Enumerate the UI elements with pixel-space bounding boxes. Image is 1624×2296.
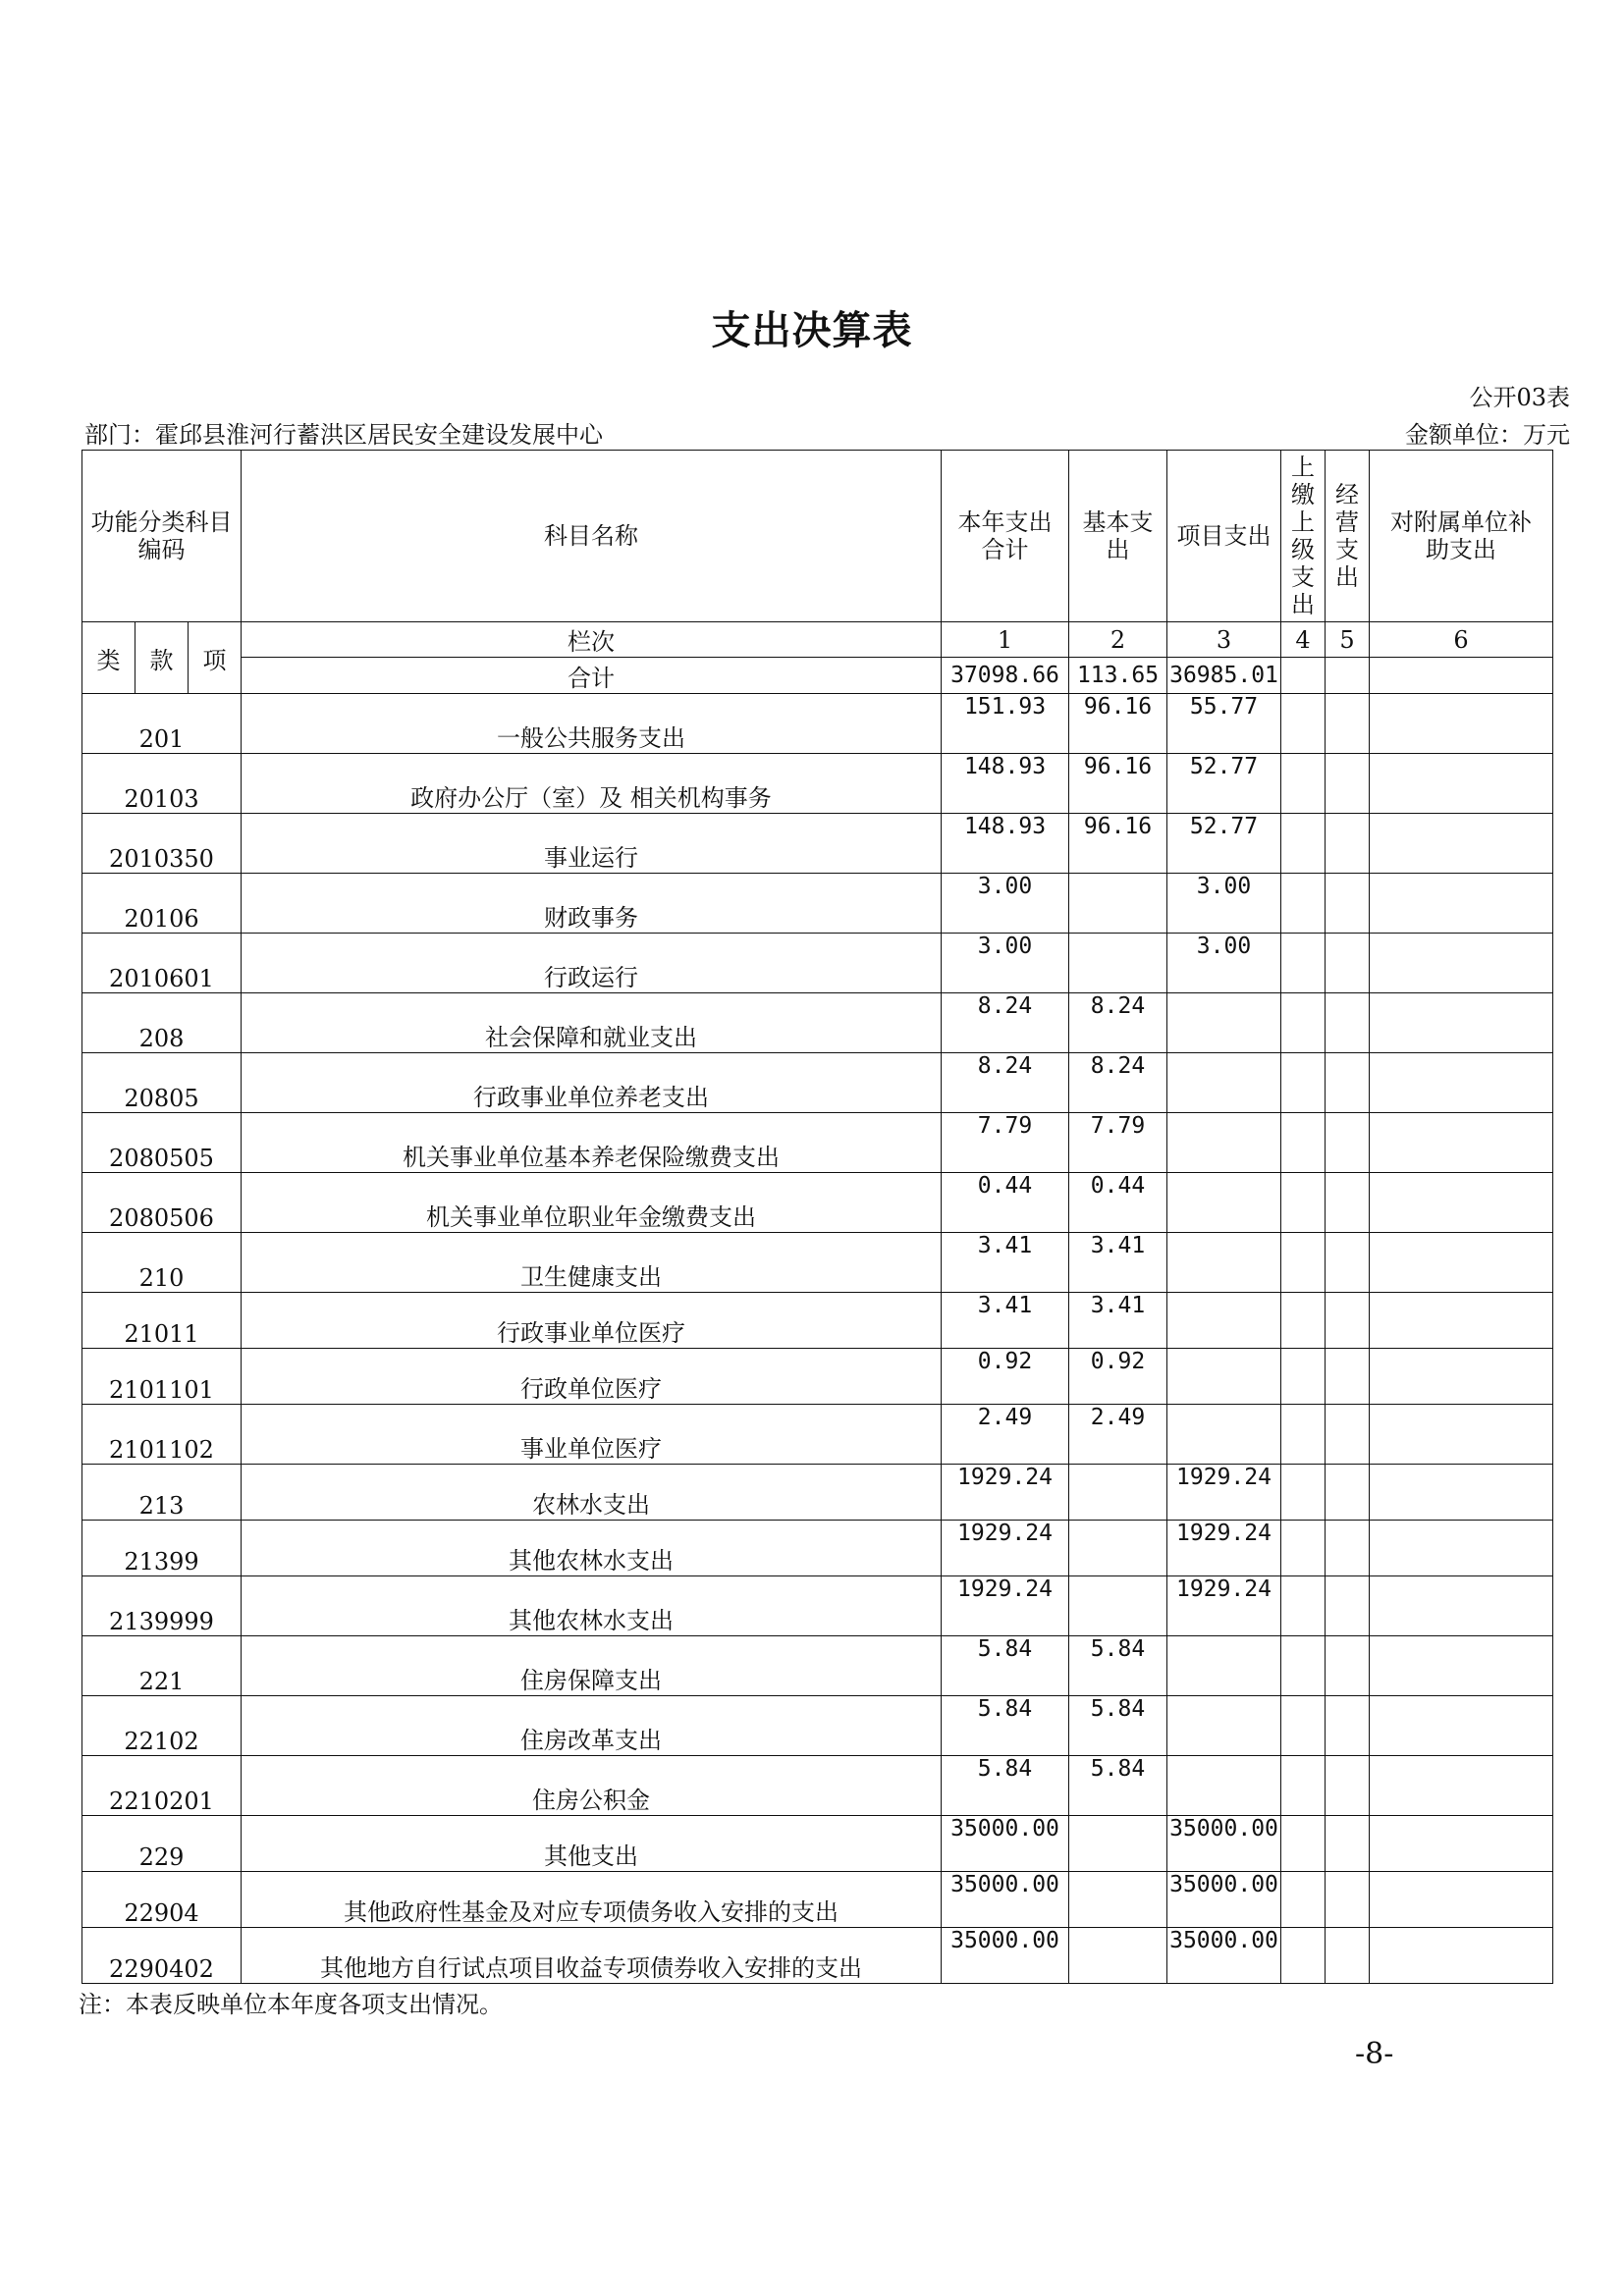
row-basic: 5.84	[1069, 1696, 1167, 1756]
row-subsidy	[1370, 1233, 1553, 1293]
row-subsidy	[1370, 1349, 1553, 1405]
row-code: 21011	[82, 1293, 242, 1349]
header-remit-text: 上缴上级支出	[1291, 454, 1315, 618]
row-remit	[1281, 1405, 1326, 1465]
row-remit	[1281, 1053, 1326, 1113]
row-basic	[1069, 1465, 1167, 1521]
col-num: 6	[1370, 622, 1553, 658]
row-remit	[1281, 1113, 1326, 1173]
row-code: 2210201	[82, 1756, 242, 1816]
row-business	[1326, 1293, 1370, 1349]
row-project	[1167, 1173, 1281, 1233]
row-total: 148.93	[942, 814, 1069, 874]
page-title: 支出决算表	[711, 308, 913, 353]
row-code: 213	[82, 1465, 242, 1521]
header-xiang: 项	[189, 622, 242, 694]
row-basic	[1069, 1928, 1167, 1984]
row-name: 行政运行	[242, 934, 942, 993]
row-subsidy	[1370, 874, 1553, 934]
row-name: 行政单位医疗	[242, 1349, 942, 1405]
row-subsidy	[1370, 1576, 1553, 1636]
row-subsidy	[1370, 934, 1553, 993]
row-business	[1326, 694, 1370, 754]
row-code: 20106	[82, 874, 242, 934]
row-basic: 2.49	[1069, 1405, 1167, 1465]
row-name: 财政事务	[242, 874, 942, 934]
row-business	[1326, 934, 1370, 993]
row-subsidy	[1370, 1173, 1553, 1233]
row-subsidy	[1370, 1756, 1553, 1816]
row-basic	[1069, 1521, 1167, 1576]
row-business	[1326, 1233, 1370, 1293]
row-remit	[1281, 1293, 1326, 1349]
row-total: 3.00	[942, 874, 1069, 934]
row-basic: 8.24	[1069, 993, 1167, 1053]
row-basic: 96.16	[1069, 694, 1167, 754]
row-subsidy	[1370, 1636, 1553, 1696]
row-project: 52.77	[1167, 754, 1281, 814]
row-business	[1326, 1576, 1370, 1636]
row-remit	[1281, 1233, 1326, 1293]
table-row	[82, 754, 1553, 814]
row-total: 35000.00	[942, 1872, 1069, 1928]
table-row	[82, 993, 1553, 1053]
row-remit	[1281, 1465, 1326, 1521]
total-label: 合计	[242, 658, 942, 694]
row-basic: 96.16	[1069, 754, 1167, 814]
row-total: 35000.00	[942, 1928, 1069, 1984]
row-code: 208	[82, 993, 242, 1053]
row-name: 其他农林水支出	[242, 1576, 942, 1636]
row-business	[1326, 754, 1370, 814]
row-business	[1326, 1872, 1370, 1928]
header-name: 科目名称	[242, 451, 942, 622]
row-name: 其他支出	[242, 1816, 942, 1872]
row-basic: 96.16	[1069, 814, 1167, 874]
column-index-label: 栏次	[242, 622, 942, 658]
row-code: 2101101	[82, 1349, 242, 1405]
row-total: 3.41	[942, 1293, 1069, 1349]
table-row	[82, 874, 1553, 934]
row-project	[1167, 1696, 1281, 1756]
table-row	[82, 814, 1553, 874]
row-project: 55.77	[1167, 694, 1281, 754]
row-project: 35000.00	[1167, 1872, 1281, 1928]
empty-cell	[1326, 658, 1370, 694]
row-name: 社会保障和就业支出	[242, 993, 942, 1053]
row-subsidy	[1370, 1405, 1553, 1465]
header-remit	[1281, 451, 1326, 622]
row-code: 2080506	[82, 1173, 242, 1233]
row-subsidy	[1370, 1928, 1553, 1984]
row-code: 2010601	[82, 934, 242, 993]
row-basic	[1069, 1576, 1167, 1636]
row-basic	[1069, 874, 1167, 934]
row-code: 22102	[82, 1696, 242, 1756]
table-row	[82, 1465, 1553, 1521]
row-code: 20103	[82, 754, 242, 814]
table-row	[82, 1053, 1553, 1113]
row-total: 1929.24	[942, 1576, 1069, 1636]
header-code: 功能分类科目编码	[82, 451, 242, 622]
table-row	[82, 1756, 1553, 1816]
table-row	[82, 1173, 1553, 1233]
row-remit	[1281, 1636, 1326, 1696]
row-project	[1167, 1636, 1281, 1696]
table-row	[82, 1293, 1553, 1349]
row-name: 住房保障支出	[242, 1636, 942, 1696]
row-subsidy	[1370, 754, 1553, 814]
header-business	[1326, 451, 1370, 622]
row-code: 221	[82, 1636, 242, 1696]
row-business	[1326, 1696, 1370, 1756]
row-total: 8.24	[942, 993, 1069, 1053]
row-business	[1326, 1173, 1370, 1233]
row-project	[1167, 1053, 1281, 1113]
row-business	[1326, 1928, 1370, 1984]
table-row	[82, 1113, 1553, 1173]
row-subsidy	[1370, 1872, 1553, 1928]
row-business	[1326, 1113, 1370, 1173]
row-basic: 3.41	[1069, 1233, 1167, 1293]
header-basic: 基本支出	[1069, 451, 1167, 622]
header-total: 本年支出合计	[942, 451, 1069, 622]
row-business	[1326, 1816, 1370, 1872]
row-remit	[1281, 874, 1326, 934]
row-remit	[1281, 1521, 1326, 1576]
row-code: 21399	[82, 1521, 242, 1576]
header-subsidy: 对附属单位补助支出	[1370, 451, 1553, 622]
row-basic: 0.44	[1069, 1173, 1167, 1233]
row-project: 1929.24	[1167, 1576, 1281, 1636]
row-remit	[1281, 814, 1326, 874]
row-project: 1929.24	[1167, 1465, 1281, 1521]
row-business	[1326, 1349, 1370, 1405]
table-row	[82, 1521, 1553, 1576]
header-row	[82, 451, 1553, 622]
row-code: 2139999	[82, 1576, 242, 1636]
table-row	[82, 1576, 1553, 1636]
row-basic	[1069, 934, 1167, 993]
row-subsidy	[1370, 993, 1553, 1053]
row-subsidy	[1370, 1053, 1553, 1113]
row-basic: 8.24	[1069, 1053, 1167, 1113]
row-name: 政府办公厅（室）及 相关机构事务	[242, 754, 942, 814]
row-code: 210	[82, 1233, 242, 1293]
row-basic	[1069, 1816, 1167, 1872]
header-business-text: 经营支出	[1335, 481, 1359, 591]
row-total: 0.92	[942, 1349, 1069, 1405]
page-number: -8-	[1355, 2037, 1394, 2071]
row-project	[1167, 1756, 1281, 1816]
department-label: 部门：霍邱县淮河行蓄洪区居民安全建设发展中心	[84, 421, 603, 449]
row-basic: 5.84	[1069, 1636, 1167, 1696]
row-name: 机关事业单位职业年金缴费支出	[242, 1173, 942, 1233]
column-index-row	[82, 622, 1553, 658]
row-basic: 0.92	[1069, 1349, 1167, 1405]
row-code: 201	[82, 694, 242, 754]
table-row	[82, 1636, 1553, 1696]
row-total: 5.84	[942, 1636, 1069, 1696]
col-num: 2	[1069, 622, 1167, 658]
row-basic: 5.84	[1069, 1756, 1167, 1816]
row-total: 3.00	[942, 934, 1069, 993]
row-project	[1167, 1405, 1281, 1465]
row-business	[1326, 874, 1370, 934]
row-total: 2.49	[942, 1405, 1069, 1465]
row-subsidy	[1370, 814, 1553, 874]
header-project: 项目支出	[1167, 451, 1281, 622]
table-row	[82, 1816, 1553, 1872]
row-remit	[1281, 1816, 1326, 1872]
empty-cell	[1281, 658, 1326, 694]
footnote: 注：本表反映单位本年度各项支出情况。	[79, 1991, 503, 2018]
row-name: 卫生健康支出	[242, 1233, 942, 1293]
row-total: 0.44	[942, 1173, 1069, 1233]
row-total: 148.93	[942, 754, 1069, 814]
row-code: 2290402	[82, 1928, 242, 1984]
row-code: 22904	[82, 1872, 242, 1928]
row-total: 3.41	[942, 1233, 1069, 1293]
row-business	[1326, 1756, 1370, 1816]
table-row	[82, 1928, 1553, 1984]
table-row	[82, 1233, 1553, 1293]
row-remit	[1281, 1576, 1326, 1636]
row-name: 事业单位医疗	[242, 1405, 942, 1465]
row-project: 3.00	[1167, 874, 1281, 934]
row-project	[1167, 1233, 1281, 1293]
row-total: 5.84	[942, 1756, 1069, 1816]
row-code: 229	[82, 1816, 242, 1872]
row-name: 其他地方自行试点项目收益专项债券收入安排的支出	[242, 1928, 942, 1984]
row-total: 151.93	[942, 694, 1069, 754]
row-project	[1167, 1293, 1281, 1349]
table-row	[82, 1349, 1553, 1405]
row-remit	[1281, 1872, 1326, 1928]
row-subsidy	[1370, 1521, 1553, 1576]
row-remit	[1281, 1173, 1326, 1233]
row-subsidy	[1370, 1293, 1553, 1349]
row-basic: 7.79	[1069, 1113, 1167, 1173]
row-code: 2010350	[82, 814, 242, 874]
amount-unit-label: 金额单位：万元	[1405, 421, 1570, 449]
total-amount: 37098.66	[942, 658, 1069, 694]
row-remit	[1281, 1696, 1326, 1756]
row-name: 住房公积金	[242, 1756, 942, 1816]
row-business	[1326, 814, 1370, 874]
row-business	[1326, 1636, 1370, 1696]
row-project: 52.77	[1167, 814, 1281, 874]
col-num: 3	[1167, 622, 1281, 658]
table-row	[82, 694, 1553, 754]
row-subsidy	[1370, 1465, 1553, 1521]
row-business	[1326, 1465, 1370, 1521]
col-num: 4	[1281, 622, 1326, 658]
form-number: 公开03表	[1469, 384, 1570, 411]
table-row	[82, 934, 1553, 993]
row-name: 机关事业单位基本养老保险缴费支出	[242, 1113, 942, 1173]
row-total: 1929.24	[942, 1465, 1069, 1521]
row-subsidy	[1370, 1816, 1553, 1872]
total-project: 36985.01	[1167, 658, 1281, 694]
table-row	[82, 1872, 1553, 1928]
row-project: 35000.00	[1167, 1816, 1281, 1872]
row-remit	[1281, 754, 1326, 814]
row-business	[1326, 1405, 1370, 1465]
total-basic: 113.65	[1069, 658, 1167, 694]
header-lei: 类	[82, 622, 135, 694]
row-total: 5.84	[942, 1696, 1069, 1756]
row-remit	[1281, 993, 1326, 1053]
row-project: 1929.24	[1167, 1521, 1281, 1576]
row-total: 1929.24	[942, 1521, 1069, 1576]
row-code: 2101102	[82, 1405, 242, 1465]
row-project	[1167, 993, 1281, 1053]
row-code: 2080505	[82, 1113, 242, 1173]
row-code: 20805	[82, 1053, 242, 1113]
total-row	[82, 658, 1553, 694]
row-total: 8.24	[942, 1053, 1069, 1113]
row-subsidy	[1370, 694, 1553, 754]
row-remit	[1281, 1756, 1326, 1816]
row-name: 农林水支出	[242, 1465, 942, 1521]
row-business	[1326, 993, 1370, 1053]
row-basic	[1069, 1872, 1167, 1928]
row-basic: 3.41	[1069, 1293, 1167, 1349]
row-name: 其他政府性基金及对应专项债务收入安排的支出	[242, 1872, 942, 1928]
row-remit	[1281, 1349, 1326, 1405]
row-project: 35000.00	[1167, 1928, 1281, 1984]
row-remit	[1281, 1928, 1326, 1984]
table-row	[82, 1405, 1553, 1465]
row-project	[1167, 1113, 1281, 1173]
header-kuan: 款	[135, 622, 189, 694]
row-remit	[1281, 934, 1326, 993]
col-num: 5	[1326, 622, 1370, 658]
row-subsidy	[1370, 1113, 1553, 1173]
row-business	[1326, 1053, 1370, 1113]
row-total: 7.79	[942, 1113, 1069, 1173]
row-subsidy	[1370, 1696, 1553, 1756]
row-project	[1167, 1349, 1281, 1405]
row-name: 其他农林水支出	[242, 1521, 942, 1576]
table-row	[82, 1696, 1553, 1756]
table-body	[82, 694, 1553, 1984]
row-project: 3.00	[1167, 934, 1281, 993]
row-remit	[1281, 694, 1326, 754]
row-total: 35000.00	[942, 1816, 1069, 1872]
row-business	[1326, 1521, 1370, 1576]
empty-cell	[1370, 658, 1553, 694]
row-name: 一般公共服务支出	[242, 694, 942, 754]
row-name: 事业运行	[242, 814, 942, 874]
expenditure-table	[81, 450, 1553, 1984]
row-name: 行政事业单位养老支出	[242, 1053, 942, 1113]
row-name: 住房改革支出	[242, 1696, 942, 1756]
col-num: 1	[942, 622, 1069, 658]
row-name: 行政事业单位医疗	[242, 1293, 942, 1349]
